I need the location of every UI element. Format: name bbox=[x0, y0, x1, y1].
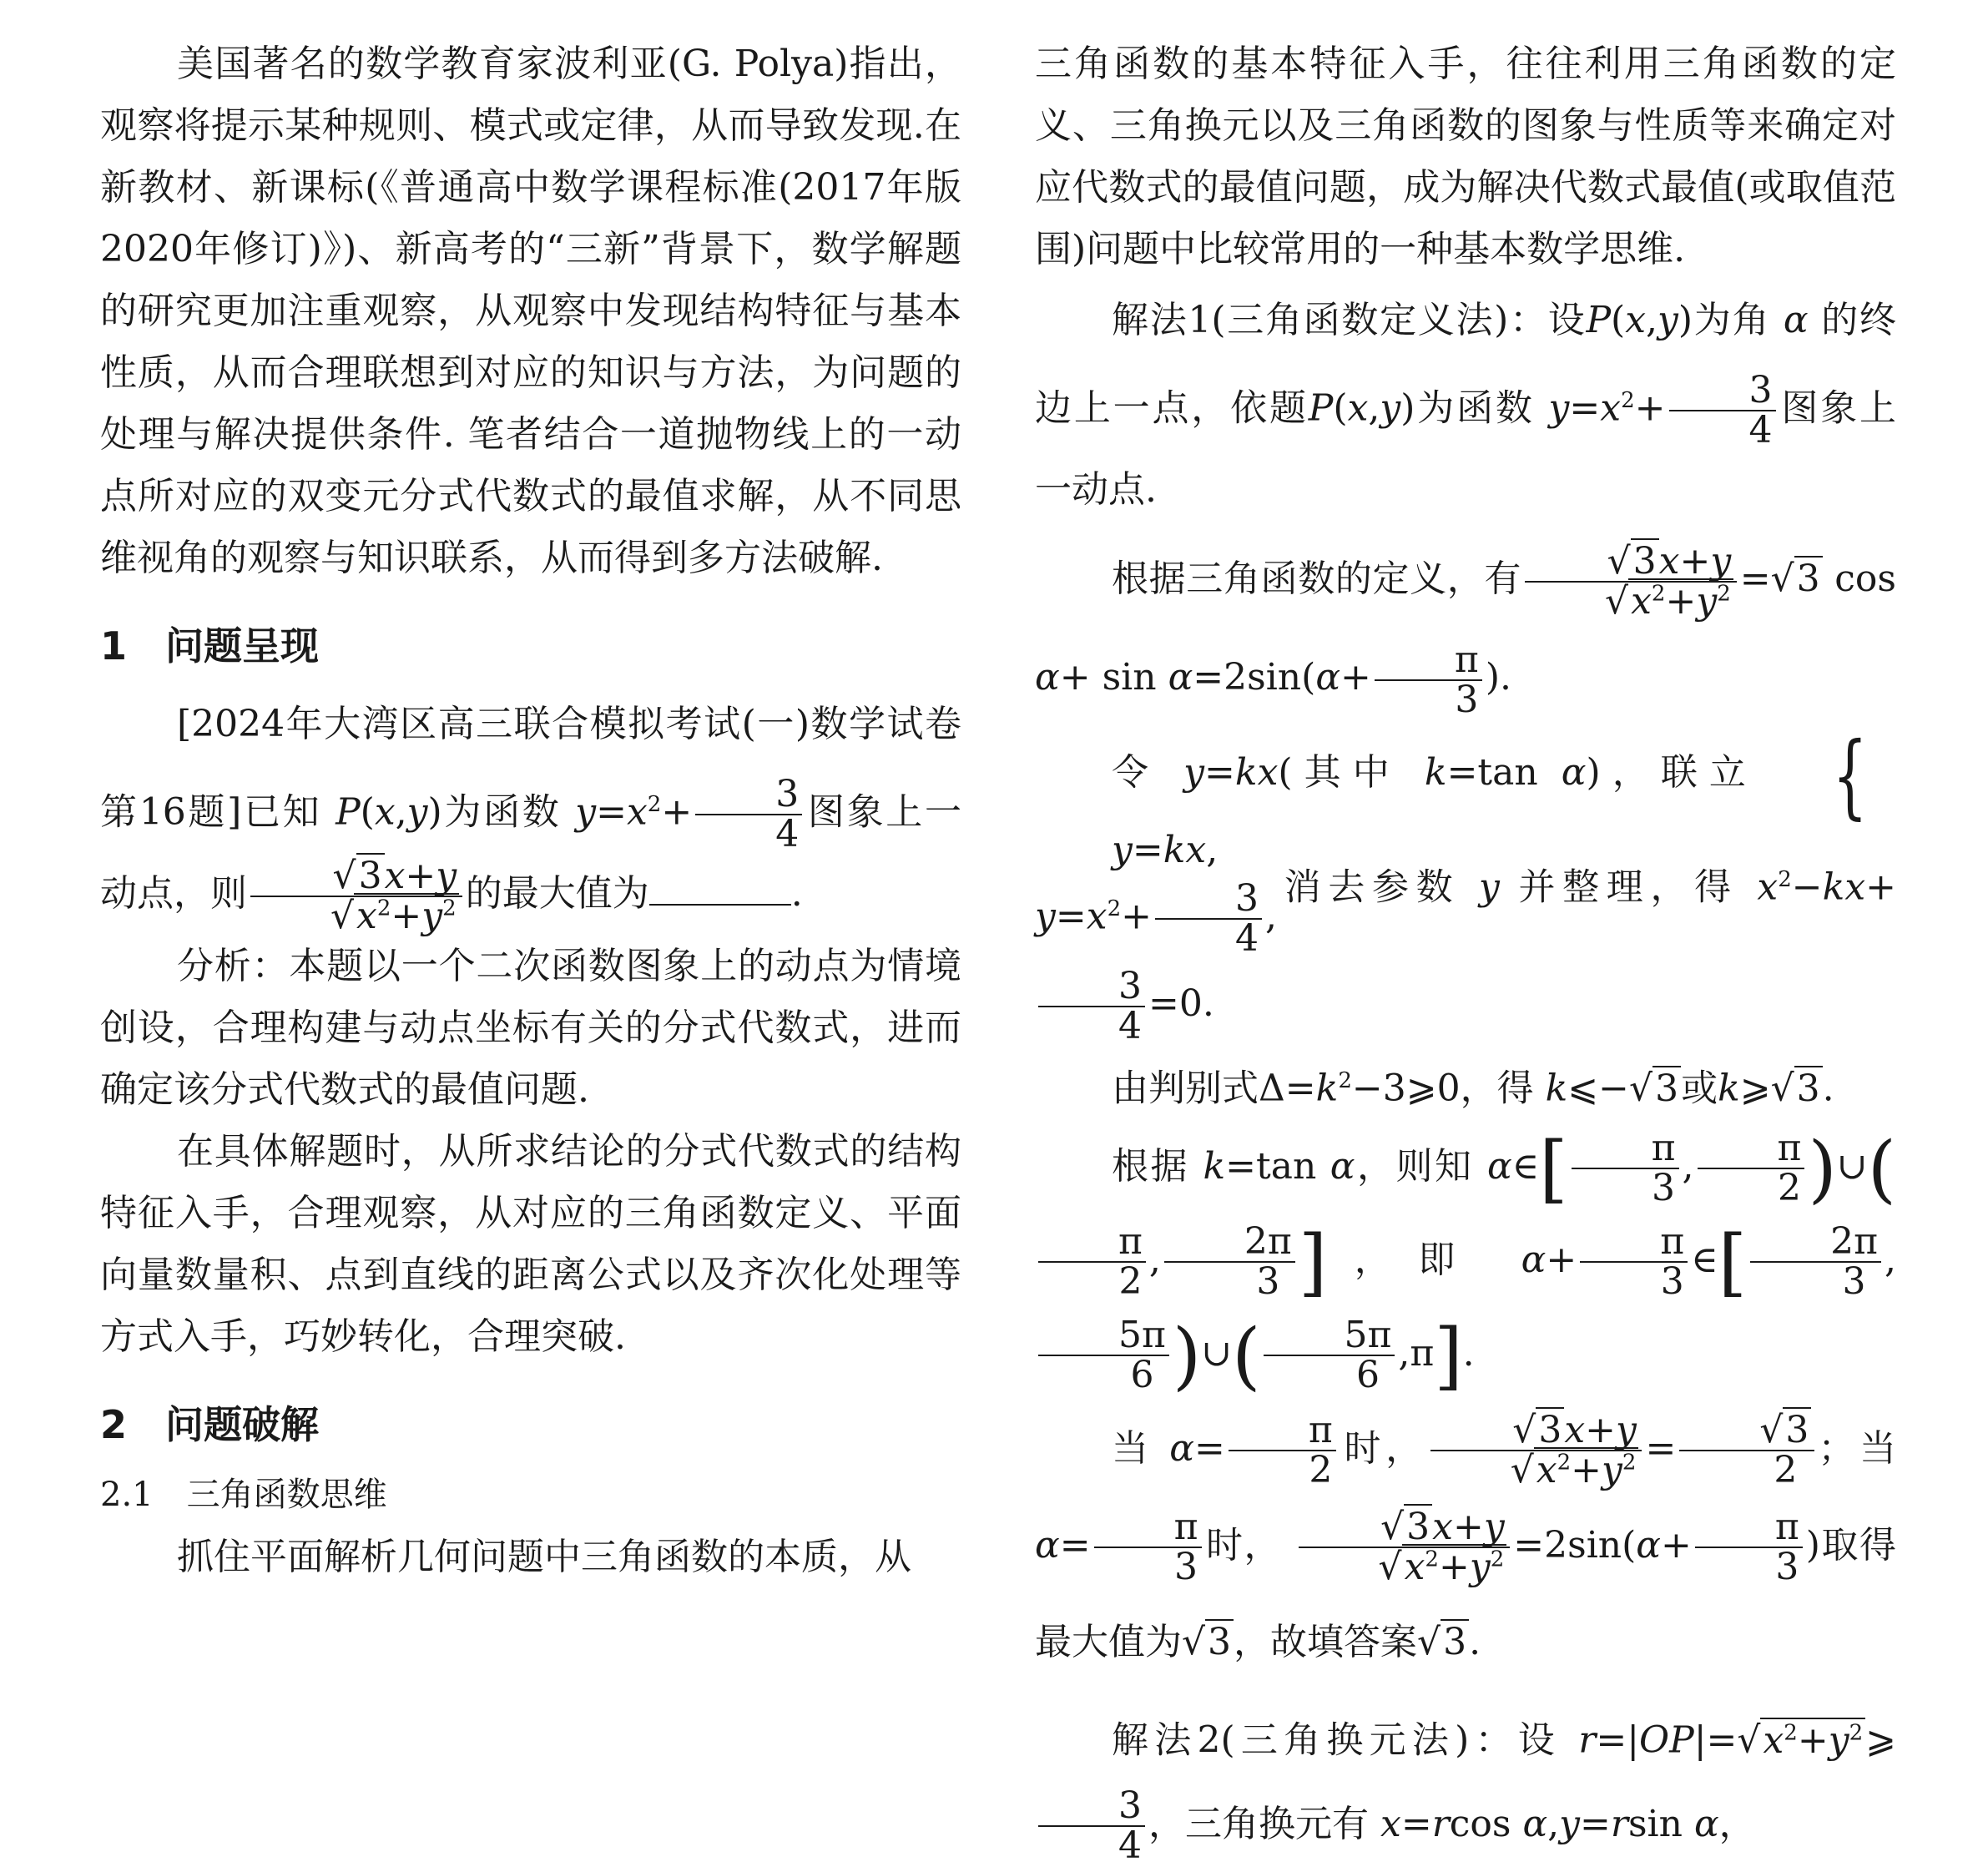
answer-blank bbox=[649, 867, 791, 906]
discriminant-step: 由判别式$\Delta=k^2-3⩾0$，得 k⩽−√3或k⩾√3. bbox=[1112, 1067, 1834, 1110]
left-column bbox=[100, 33, 961, 1736]
target-expression: $\frac{√3x+y}{√x^2+y^2}$ bbox=[250, 857, 462, 936]
fraction-three-quarters: $\frac{3}{4}$ bbox=[695, 775, 802, 854]
problem-statement: [2024年大湾区高三联合模拟考试(一)数学试卷第16题]已知 P(x,y)为函数 $y=x^2+$ $\frac{3}{4}$ 图象上一动点，则 $\frac{√3x+y}{√x^2+y^2}$ 的最大值为 . bbox=[100, 703, 961, 937]
intro-paragraph: 美国著名的数学教育家波利亚(G. Polya)指出，观察将提示某种规则、模式或定律，从而导致发现.在新教材、新课标(《普通高中数学课程标准(2017年版2020年修订)》)、新高考的“三新”背景下，数学解题的研究更加注重观察，从观察中发现结构特征与基本性质，从而合理联想到对应的知识与方法，为问题的处理与解决提供条件. 笔者结合一道抛物线上的一动点所对应的双变元分式代数式的最值求解，从不同思维视角的观察与知识联系，从而得到多方法破解. bbox=[100, 43, 961, 579]
trig-definition-step: 根据三角函数的定义，有 $\frac{√3x+y}{√x^2+y^2}$ =√3 cos α+ sin α=2sin(α+ $\frac{\pi}{3}$ ). bbox=[1035, 539, 1896, 721]
angle-range-step: 根据 k=tan α，则知 α∈[ $\frac{\pi}{3}$ , $\frac{\pi}{2}$ )∪( $\frac{\pi}{2}$ , $\frac{2\pi}{3}$ ]，即 α+ $\frac{\pi}{3}$ ∈[ $\frac{2\pi}{3}$ , $\frac{5\pi}{6}$ )∪( $\frac{5\pi}{6}$ ,π]. bbox=[1035, 1120, 1896, 1400]
section-1-heading: 1 问题呈现 bbox=[100, 623, 320, 669]
equation-system: y=kx, $y=x^2+$ $\frac{3}{4}$ , bbox=[1035, 828, 1277, 961]
continued-paragraph: 三角函数的基本特征入手，往往利用三角函数的定义、三角换元以及三角函数的图象与性质等来确定对应代数式的最值问题，成为解决代数式最值(或取值范围)问题中比较常用的一种基本数学思维. bbox=[1035, 43, 1896, 270]
right-column bbox=[1035, 33, 1897, 1867]
analysis-paragraph-2: 在具体解题时，从所求结论的分式代数式的结构特征入手，合理观察，从对应的三角函数定义、平面向量数量积、点到直线的距离公式以及齐次化处理等方式入手，巧妙转化，合理突破. bbox=[100, 1130, 961, 1359]
subsection-paragraph-start: 抓住平面解析几何问题中三角函数的本质，从 bbox=[177, 1536, 911, 1579]
solution-1-intro: 解法1(三角函数定义法)：设P(x,y)为角 α 的终边上一点，依题P(x,y)为函数 $y=x^2+$ $\frac{3}{4}$ 图象上一动点. bbox=[1035, 299, 1897, 512]
substitution-system-step: 令 y=kx(其中 k=tan α)，联立 {y=kx, $y=x^2+$ $\frac{3}{4}$ ,消去参数 y 并整理，得 $x^2-kx+$ $\frac{3}{4}$ =0. bbox=[1035, 721, 1897, 1047]
subsection-2-1-heading: 2.1 三角函数思维 bbox=[100, 1476, 387, 1515]
max-value-step: 当 α= $\frac{\pi}{2}$ 时， $\frac{√3x+y}{√x^2+y^2}$ = $\frac{√3}{2}$ ；当 α= $\frac{\pi}{3}$ 时， $\frac{√3x+y}{√x^2+y^2}$ =2sin(α+ $\frac{\pi}{3}$ )取得最大值为√3，故填答案√3. bbox=[1035, 1409, 1897, 1663]
system-brace: { bbox=[1832, 721, 1868, 829]
analysis-paragraph-1: 分析：本题以一个二次函数图象上的动点为情境创设，合理构建与动点坐标有关的分式代数式，进而确定该分式代数式的最值问题. bbox=[100, 945, 961, 1112]
section-2-heading: 2 问题破解 bbox=[100, 1402, 320, 1448]
solution-2-intro: 解法2(三角换元法)：设 $r=|OP|=√x^2+y^2⩾$ $\frac{3}{4}$ ，三角换元有 x=rcos α,y=rsin α， bbox=[1035, 1691, 1896, 1866]
